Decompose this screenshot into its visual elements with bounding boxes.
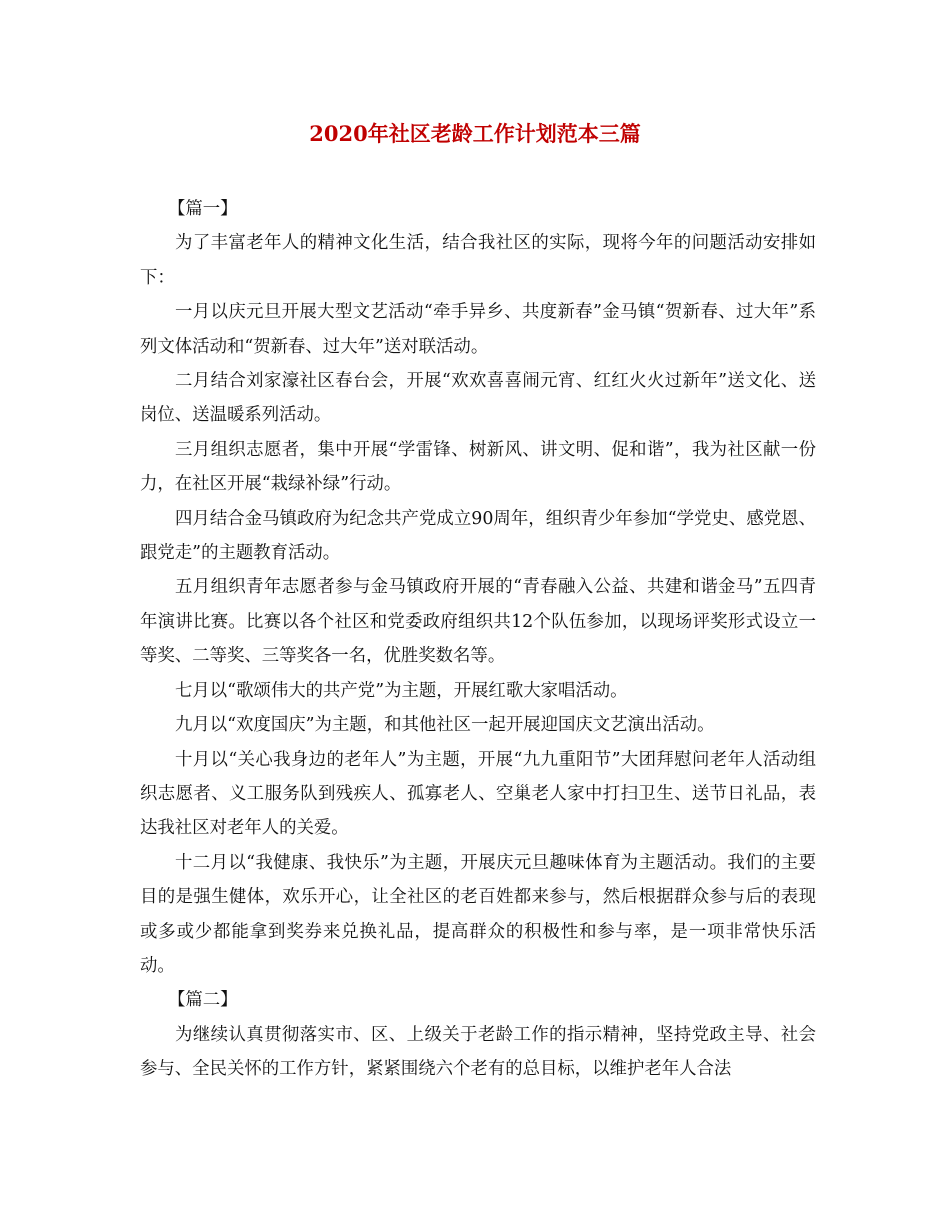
document-body (140, 192, 816, 1087)
body-paragraph: 为了丰富老年人的精神文化生活，结合我社区的实际，现将今年的问题活动安排如下： (140, 233, 816, 288)
body-paragraph: 九月以“欢度国庆”为主题，和其他社区一起开展迎国庆文艺演出活动。 (175, 715, 715, 736)
body-paragraph: 四月结合金马镇政府为纪念共产党成立90周年，组织青少年参加“学党史、感党恩、跟党走”的主题教育活动。 (140, 508, 816, 564)
body-paragraph: 五月组织青年志愿者参与金马镇政府开展的“青春融入公益、共建和谐金马”五四青年演讲比赛。比赛以各个社区和党委政府组织共12个队伍参加，以现场评奖形式设立一等奖、二等奖、三等奖各一名，优胜奖数名等。 (140, 577, 816, 667)
section-heading: 【篇一】 (168, 199, 238, 219)
body-paragraph: 十二月以“我健康、我快乐”为主题，开展庆元旦趣味体育为主题活动。我们的主要目的是强生健体，欢乐开心，让全社区的老百姓都来参与，然后根据群众参与后的表现或多或少都能拿到奖券来兑换礼品，提高群众的积极性和参与率，是一项非常快乐活动。 (140, 852, 816, 976)
body-paragraph: 七月以“歌颂伟大的共产党”为主题，开展红歌大家唱活动。 (175, 680, 628, 701)
body-paragraph: 三月组织志愿者，集中开展“学雷锋、树新风、讲文明、促和谐”，我为社区献一份力，在社区开展“栽绿补绿”行动。 (140, 439, 816, 495)
body-paragraph: 十月以“关心我身边的老年人”为主题，开展“九九重阳节”大团拜慰问老年人活动组织志愿者、义工服务队到残疾人、孤寡老人、空巢老人家中打扫卫生、送节日礼品，表达我社区对老年人的关爱。 (140, 749, 816, 839)
body-paragraph: 为继续认真贯彻落实市、区、上级关于老龄工作的指示精神，坚持党政主导、社会参与、全民关怀的工作方针，紧紧围绕六个老有的总目标，以维护老年人合法 (140, 1024, 816, 1080)
section-heading: 【篇二】 (168, 990, 238, 1011)
document-title: 2020年社区老龄工作计划范本三篇 (309, 121, 641, 146)
body-paragraph: 一月以庆元旦开展大型文艺活动“牵手异乡、共度新春”金马镇“贺新春、过大年”系列文体活动和“贺新春、过大年”送对联活动。 (140, 302, 816, 357)
body-paragraph: 二月结合刘家濠社区春台会，开展“欢欢喜喜闹元宵、红红火火过新年”送文化、送岗位、送温暖系列活动。 (140, 371, 816, 426)
